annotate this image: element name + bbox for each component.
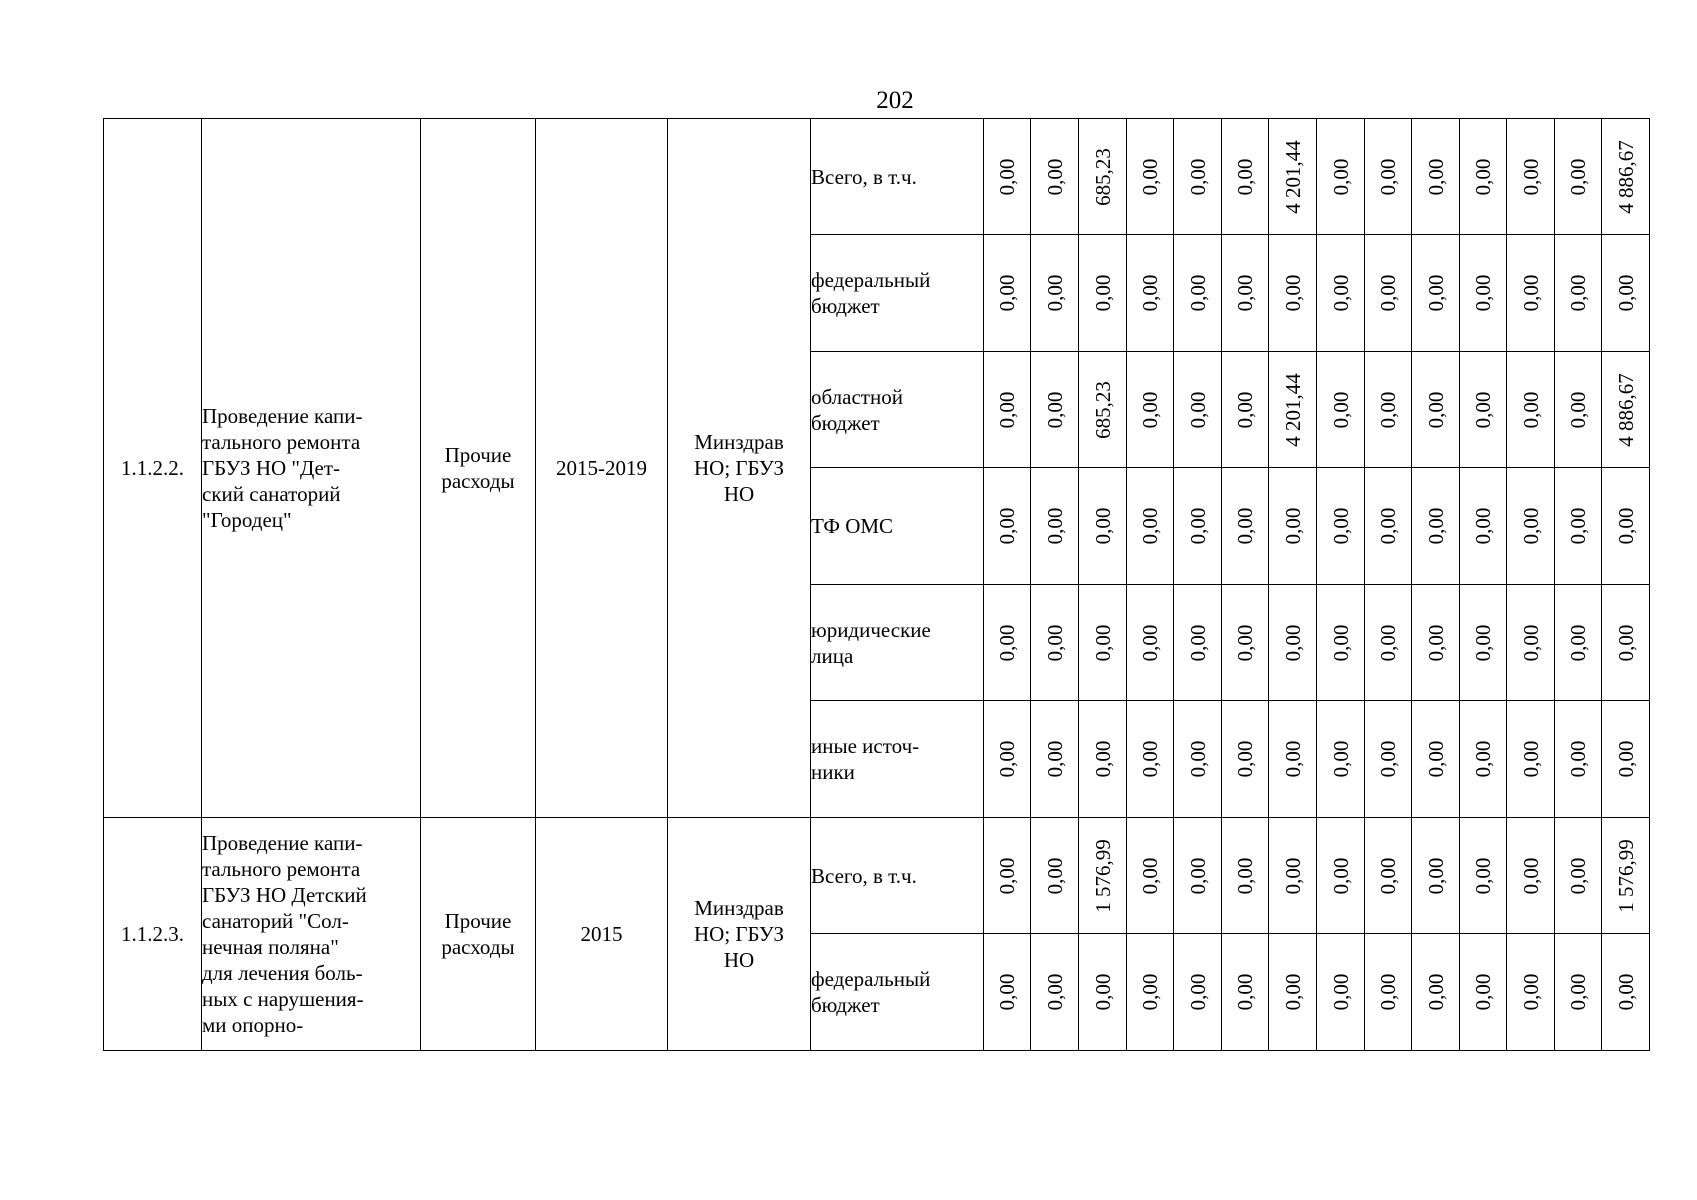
value-text: 0,00: [1185, 507, 1210, 545]
value-text: 0,00: [1518, 624, 1543, 661]
value-cell: [1412, 468, 1460, 585]
value-text: 0,00: [1090, 624, 1115, 661]
value-cell: [1079, 468, 1127, 585]
value-cell: [984, 352, 1031, 468]
value-text: 0,00: [1376, 740, 1400, 778]
value-text: 0,00: [1328, 857, 1353, 894]
value-cell: [1174, 235, 1222, 352]
value-text: 0,00: [1471, 973, 1495, 1011]
value-cell: [1317, 701, 1365, 818]
value-cell: [1127, 352, 1174, 468]
value-cell: [1555, 352, 1602, 468]
table-body: [104, 119, 1650, 1051]
value-text: 685,23: [1090, 147, 1115, 206]
value-cell: [1365, 818, 1412, 934]
value-text: 0,00: [1376, 507, 1400, 545]
value-text: 0,00: [995, 274, 1019, 312]
funding-source: областной бюджет: [811, 352, 984, 468]
value-text: 4 886,67: [1613, 139, 1638, 214]
funding-source: федеральный бюджет: [811, 934, 984, 1051]
value-text: 0,00: [1328, 274, 1353, 312]
value-text: 0,00: [1042, 158, 1067, 195]
value-cell: [1174, 119, 1222, 235]
value-cell: [1602, 818, 1650, 934]
value-cell: [1412, 701, 1460, 818]
value-cell: [1317, 818, 1365, 934]
value-cell: [1317, 934, 1365, 1051]
value-cell: [1317, 468, 1365, 585]
funding-source: Всего, в т.ч.: [811, 119, 984, 235]
value-cell: [1127, 818, 1174, 934]
value-text: 0,00: [1233, 740, 1257, 778]
value-cell: [1555, 818, 1602, 934]
value-text: 0,00: [1423, 857, 1448, 894]
value-text: 0,00: [1376, 274, 1400, 312]
value-cell: [1460, 818, 1507, 934]
value-cell: [1507, 468, 1555, 585]
value-text: 0,00: [1518, 274, 1543, 312]
value-cell: [1127, 235, 1174, 352]
value-cell: [1460, 235, 1507, 352]
value-cell: [1555, 701, 1602, 818]
page-number: 202: [876, 87, 914, 114]
value-text: 0,00: [1233, 158, 1257, 195]
value-text: 0,00: [1518, 391, 1543, 428]
value-cell: [1460, 585, 1507, 701]
value-text: 0,00: [1566, 507, 1590, 545]
value-text: 0,00: [1376, 158, 1400, 195]
value-cell: [1507, 352, 1555, 468]
value-cell: [1127, 701, 1174, 818]
value-text: 0,00: [1613, 740, 1638, 778]
value-text: 0,00: [1328, 624, 1353, 661]
value-text: 0,00: [995, 740, 1019, 778]
value-text: 0,00: [1518, 158, 1543, 195]
value-cell: [1507, 934, 1555, 1051]
value-cell: [1079, 818, 1127, 934]
value-text: 0,00: [1042, 624, 1067, 661]
value-text: 0,00: [1233, 624, 1257, 661]
value-text: 0,00: [1185, 158, 1210, 195]
value-cell: [1555, 119, 1602, 235]
value-cell: [1602, 585, 1650, 701]
value-cell: [1222, 468, 1269, 585]
value-cell: [1079, 352, 1127, 468]
measure-code: 1.1.2.3.: [104, 818, 202, 1051]
value-cell: [1507, 119, 1555, 235]
value-cell: [1365, 701, 1412, 818]
value-text: 0,00: [1613, 507, 1638, 545]
value-text: 0,00: [1376, 391, 1400, 428]
value-cell: [1412, 818, 1460, 934]
value-cell: [1555, 934, 1602, 1051]
value-text: 0,00: [1376, 624, 1400, 661]
value-text: 0,00: [1233, 391, 1257, 428]
value-cell: [1031, 934, 1079, 1051]
value-text: 0,00: [1138, 507, 1162, 545]
value-text: 0,00: [995, 391, 1019, 428]
value-text: 0,00: [1423, 274, 1448, 312]
value-text: 0,00: [1566, 973, 1590, 1011]
value-cell: [1079, 119, 1127, 235]
value-text: 0,00: [1090, 507, 1115, 545]
value-cell: [1365, 119, 1412, 235]
value-cell: [1365, 585, 1412, 701]
value-text: 0,00: [1042, 391, 1067, 428]
value-text: 0,00: [1090, 973, 1115, 1011]
value-cell: [1555, 468, 1602, 585]
value-text: 0,00: [1613, 274, 1638, 312]
value-cell: [1222, 818, 1269, 934]
value-text: 0,00: [995, 973, 1019, 1011]
value-cell: [1222, 119, 1269, 235]
value-text: 0,00: [1423, 507, 1448, 545]
executor: Минздрав НО; ГБУЗ НО: [668, 818, 811, 1051]
value-cell: [1507, 585, 1555, 701]
value-text: 0,00: [1518, 740, 1543, 778]
value-text: 0,00: [1566, 740, 1590, 778]
value-text: 0,00: [1042, 274, 1067, 312]
value-cell: [984, 119, 1031, 235]
value-cell: [1127, 468, 1174, 585]
value-text: 0,00: [1138, 274, 1162, 312]
value-cell: [1269, 934, 1317, 1051]
value-cell: [1222, 235, 1269, 352]
value-cell: [1317, 352, 1365, 468]
value-text: 0,00: [995, 507, 1019, 545]
value-cell: [1507, 235, 1555, 352]
value-text: 0,00: [1423, 391, 1448, 428]
value-text: 0,00: [1566, 624, 1590, 661]
value-cell: [1365, 235, 1412, 352]
value-cell: [984, 235, 1031, 352]
value-cell: [1507, 818, 1555, 934]
value-text: 4 886,67: [1613, 372, 1638, 447]
value-text: 0,00: [1566, 158, 1590, 195]
period: 2015: [536, 818, 668, 1051]
table-row: [104, 119, 1650, 235]
value-cell: [1079, 701, 1127, 818]
value-cell: [1222, 352, 1269, 468]
value-text: 0,00: [1280, 740, 1305, 778]
value-cell: [1174, 468, 1222, 585]
value-cell: [984, 468, 1031, 585]
value-text: 0,00: [1280, 624, 1305, 661]
value-cell: [1079, 585, 1127, 701]
value-text: 0,00: [1138, 973, 1162, 1011]
value-text: 0,00: [1566, 274, 1590, 312]
value-text: 4 201,44: [1280, 372, 1305, 447]
value-text: 0,00: [1376, 973, 1400, 1011]
value-cell: [1412, 585, 1460, 701]
value-cell: [1174, 585, 1222, 701]
value-cell: [1127, 585, 1174, 701]
funding-source: иные источ- ники: [811, 701, 984, 818]
value-cell: [1031, 235, 1079, 352]
value-text: 1 576,99: [1613, 838, 1638, 913]
value-text: 0,00: [1613, 973, 1638, 1011]
value-text: 0,00: [1090, 740, 1115, 778]
value-text: 0,00: [1233, 973, 1257, 1011]
value-cell: [1412, 934, 1460, 1051]
value-cell: [1269, 701, 1317, 818]
measure-name: Проведение капи- тального ремонта ГБУЗ НО "Дет- ский санаторий "Городец": [202, 119, 421, 818]
value-cell: [1127, 934, 1174, 1051]
value-text: 0,00: [1518, 507, 1543, 545]
value-cell: [1031, 585, 1079, 701]
value-cell: [1174, 352, 1222, 468]
value-text: 0,00: [1566, 857, 1590, 894]
value-text: 0,00: [995, 158, 1019, 195]
funding-source: Всего, в т.ч.: [811, 818, 984, 934]
value-cell: [1079, 934, 1127, 1051]
value-cell: [984, 818, 1031, 934]
value-cell: [1031, 701, 1079, 818]
value-text: 0,00: [1328, 973, 1353, 1011]
value-cell: [1365, 352, 1412, 468]
value-cell: [1412, 352, 1460, 468]
value-text: 0,00: [1471, 624, 1495, 661]
value-cell: [1031, 352, 1079, 468]
value-cell: [1412, 119, 1460, 235]
value-cell: [1031, 468, 1079, 585]
value-cell: [1174, 934, 1222, 1051]
value-cell: [1412, 235, 1460, 352]
value-cell: [1269, 235, 1317, 352]
value-text: 0,00: [1471, 274, 1495, 312]
value-text: 0,00: [1423, 158, 1448, 195]
value-cell: [1269, 119, 1317, 235]
value-text: 1 576,99: [1090, 838, 1115, 913]
value-text: 0,00: [1423, 740, 1448, 778]
value-text: 0,00: [1280, 274, 1305, 312]
value-text: 0,00: [1471, 740, 1495, 778]
value-text: 0,00: [1328, 740, 1353, 778]
value-cell: [1269, 352, 1317, 468]
value-cell: [1365, 468, 1412, 585]
value-cell: [1602, 119, 1650, 235]
period: 2015-2019: [536, 119, 668, 818]
value-text: 0,00: [1233, 274, 1257, 312]
value-cell: [1460, 468, 1507, 585]
value-cell: [1460, 119, 1507, 235]
value-text: 0,00: [995, 857, 1019, 894]
value-text: 0,00: [1280, 857, 1305, 894]
value-cell: [1127, 119, 1174, 235]
value-text: 0,00: [1185, 391, 1210, 428]
value-text: 0,00: [1518, 973, 1543, 1011]
funding-source: юридические лица: [811, 585, 984, 701]
value-text: 0,00: [1138, 158, 1162, 195]
value-text: 0,00: [1280, 507, 1305, 545]
value-cell: [1222, 701, 1269, 818]
value-text: 0,00: [1328, 391, 1353, 428]
value-text: 0,00: [1138, 391, 1162, 428]
value-cell: [1222, 585, 1269, 701]
value-text: 4 201,44: [1280, 139, 1305, 214]
value-cell: [1460, 701, 1507, 818]
value-text: 0,00: [1042, 857, 1067, 894]
value-cell: [1555, 585, 1602, 701]
value-text: 0,00: [1471, 158, 1495, 195]
value-cell: [984, 701, 1031, 818]
value-text: 0,00: [1566, 391, 1590, 428]
value-cell: [1269, 818, 1317, 934]
table-row: [104, 818, 1650, 934]
value-cell: [1269, 468, 1317, 585]
value-text: 0,00: [1613, 624, 1638, 661]
value-text: 685,23: [1090, 380, 1115, 439]
value-cell: [1602, 468, 1650, 585]
value-cell: [984, 585, 1031, 701]
value-cell: [1174, 818, 1222, 934]
funding-source: федеральный бюджет: [811, 235, 984, 352]
value-text: 0,00: [1185, 624, 1210, 661]
value-text: 0,00: [1423, 624, 1448, 661]
value-text: 0,00: [1328, 158, 1353, 195]
value-text: 0,00: [1185, 274, 1210, 312]
value-cell: [1174, 701, 1222, 818]
value-text: 0,00: [1471, 507, 1495, 545]
value-cell: [1079, 235, 1127, 352]
value-text: 0,00: [1280, 973, 1305, 1011]
value-text: 0,00: [1185, 857, 1210, 894]
value-cell: [1317, 119, 1365, 235]
value-text: 0,00: [1090, 274, 1115, 312]
expense-type: Прочие расходы: [421, 119, 536, 818]
value-text: 0,00: [1042, 973, 1067, 1011]
value-cell: [1507, 701, 1555, 818]
value-text: 0,00: [1138, 624, 1162, 661]
value-cell: [1555, 235, 1602, 352]
value-cell: [1365, 934, 1412, 1051]
value-text: 0,00: [1471, 391, 1495, 428]
value-text: 0,00: [1185, 973, 1210, 1011]
value-text: 0,00: [1518, 857, 1543, 894]
expense-type: Прочие расходы: [421, 818, 536, 1051]
value-text: 0,00: [1185, 740, 1210, 778]
measure-name: Проведение капи- тального ремонта ГБУЗ НО Детский санаторий "Сол- нечная поляна" для лечения боль- ных с нарушения- ми опорно-: [202, 818, 421, 1051]
value-cell: [1317, 585, 1365, 701]
value-cell: [1602, 934, 1650, 1051]
value-text: 0,00: [1471, 857, 1495, 894]
value-text: 0,00: [1423, 973, 1448, 1011]
measure-code: 1.1.2.2.: [104, 119, 202, 818]
funding-source: ТФ ОМС: [811, 468, 984, 585]
value-cell: [1222, 934, 1269, 1051]
executor: Минздрав НО; ГБУЗ НО: [668, 119, 811, 818]
value-text: 0,00: [1233, 507, 1257, 545]
value-cell: [1460, 934, 1507, 1051]
value-text: 0,00: [1233, 857, 1257, 894]
value-cell: [1602, 701, 1650, 818]
program-funding-table: [103, 118, 1650, 1051]
value-text: 0,00: [1138, 857, 1162, 894]
value-cell: [1602, 235, 1650, 352]
value-text: 0,00: [1376, 857, 1400, 894]
value-text: 0,00: [1328, 507, 1353, 545]
value-text: 0,00: [1042, 740, 1067, 778]
value-text: 0,00: [1042, 507, 1067, 545]
value-cell: [1460, 352, 1507, 468]
value-cell: [1031, 119, 1079, 235]
value-text: 0,00: [1138, 740, 1162, 778]
value-cell: [1317, 235, 1365, 352]
value-cell: [1031, 818, 1079, 934]
value-text: 0,00: [995, 624, 1019, 661]
value-cell: [1602, 352, 1650, 468]
value-cell: [984, 934, 1031, 1051]
value-cell: [1269, 585, 1317, 701]
